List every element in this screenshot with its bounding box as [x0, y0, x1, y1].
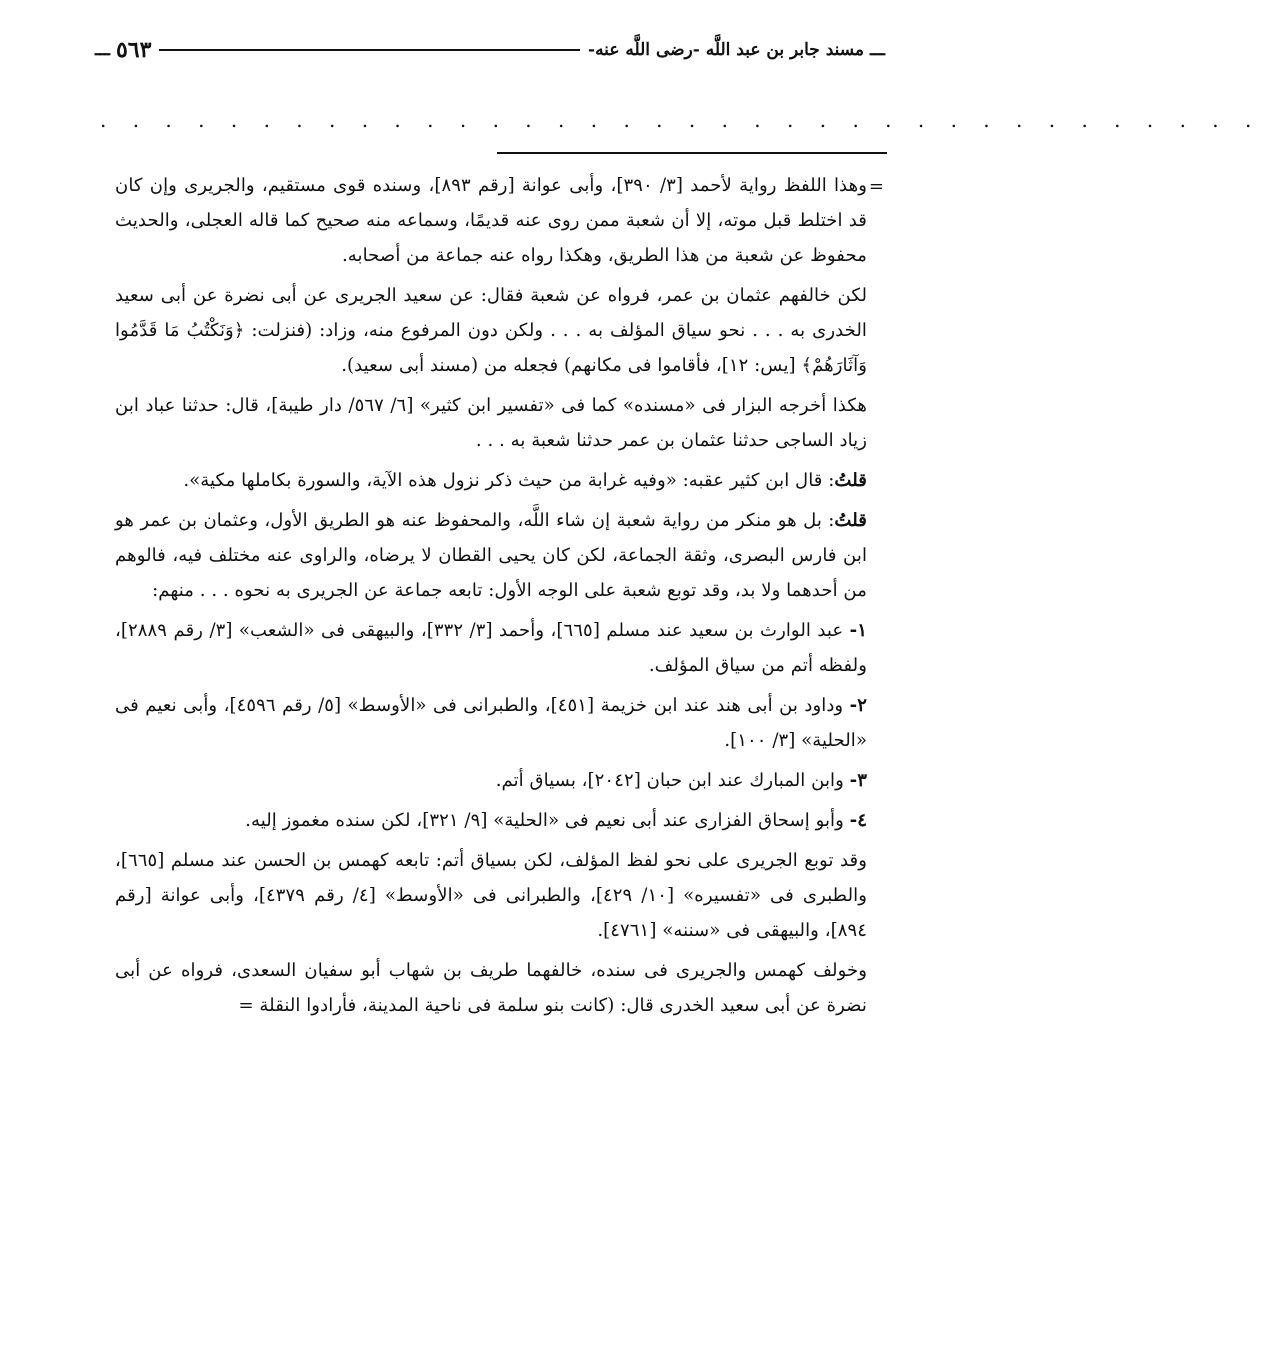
footnote-body — [115, 168, 867, 1028]
running-title: مسند جابر بن عبد اللَّه -رضى اللَّه عنه- — [588, 40, 865, 60]
page-header — [95, 30, 885, 70]
paragraph-3 — [115, 388, 867, 458]
paragraph-4 — [115, 463, 867, 498]
list-number: ٤- — [849, 810, 867, 831]
paragraph-text: وابن المبارك عند ابن حبان [٢٠٤٢]، بسياق أتم. — [495, 770, 850, 791]
list-item-2 — [115, 688, 867, 758]
paragraph-text: وهذا اللفظ رواية لأحمد [٣/ ٣٩٠]، وأبى عوانة [رقم ٨٩٣]، وسنده قوى مستقيم، والجريرى وإن كان قد اختلط قبل موته، إلا أن شعبة ممن روى عنه قديمًا، وسماعه منه صحيح كما قاله العجلى، والحديث محفوظ عن شعبة من هذا الطريق، وهكذا رواه عنه جماعة من أصحابه. — [115, 175, 867, 266]
page-number: ٥٦٣ — [115, 37, 152, 63]
footnote-rule — [497, 152, 887, 154]
paragraph-text: وداود بن أبى هند عند ابن خزيمة [٤٥١]، والطبرانى فى «الأوسط» [٥/ رقم ٤٥٩٦]، وأبى نعيم فى «الحلية» [٣/ ١٠٠]. — [115, 695, 867, 751]
list-number: ٢- — [849, 695, 867, 716]
list-number: ١- — [849, 620, 867, 641]
paragraph-lead: قلتُ — [834, 510, 867, 531]
paragraph-lead: قلتُ — [834, 470, 867, 491]
continuation-mark: = — [868, 176, 884, 197]
paragraph-text: وأبو إسحاق الفزارى عند أبى نعيم فى «الحلية» [٩/ ٣٢١]، لكن سنده مغموز إليه. — [245, 810, 850, 831]
continuation-mark-end: = — [238, 995, 254, 1016]
list-item-3 — [115, 763, 867, 798]
paragraph-7 — [115, 953, 867, 1023]
paragraph-text: : قال ابن كثير عقبه: «وفيه غرابة من حيث ذكر نزول هذه الآية، والسورة بكاملها مكية». — [183, 470, 835, 491]
header-dash-tail: ـــ — [95, 40, 110, 60]
list-item-4 — [115, 803, 867, 838]
paragraph-1 — [115, 168, 867, 273]
paragraph-text: لكن خالفهم عثمان بن عمر، فرواه عن شعبة فقال: عن سعيد الجريرى عن أبى نضرة عن أبى سعيد الخدرى به . . . نحو سياق المؤلف به . . . ولكن دون المرفوع منه، وزاد: (فنزلت: ﴿وَنَكْتُبُ مَا قَدَّمُوا وَآثَارَهُمْ﴾ [يس: ١٢]، فأقاموا فى مكانهم) فجعله من (مسند أبى سعيد). — [115, 285, 867, 376]
header-rule — [159, 49, 580, 51]
paragraph-text: وخولف كهمس والجريرى فى سنده، خالفهما طريف بن شهاب أبو سفيان السعدى، فرواه عن أبى نضرة عن أبى سعيد الخدرى قال: (كانت بنو سلمة فى ناحية المدينة، فأرادوا النقلة — [115, 960, 867, 1016]
paragraph-text: : بل هو منكر من رواية شعبة إن شاء اللَّه، والمحفوظ عنه هو الطريق الأول، وعثمان بن عمر هو ابن فارس البصرى، وثقة الجماعة، لكن كان يحيى القطان لا يرضاه، والراوى عنه مختلف فيه، فالوهم من أحدهما ولا بد، وقد توبع شعبة على الوجه الأول: تابعه جماعة عن الجريرى به نحوه . . . منهم: — [115, 510, 867, 601]
list-number: ٣- — [849, 770, 867, 791]
header-dash-lead: ـــ — [870, 40, 885, 60]
list-item-1 — [115, 613, 867, 683]
paragraph-2 — [115, 278, 867, 383]
paragraph-text: عبد الوارث بن سعيد عند مسلم [٦٦٥]، وأحمد [٣/ ٣٣٢]، والبيهقى فى «الشعب» [٣/ رقم ٢٨٨٩]، ولفظه أتم من سياق المؤلف. — [115, 620, 867, 676]
paragraph-text: وقد توبع الجريرى على نحو لفظ المؤلف، لكن بسياق أتم: تابعه كهمس بن الحسن عند مسلم [٦٦٥]، والطبرى فى «تفسيره» [١٠/ ٤٢٩]، والطبرانى فى «الأوسط» [٤/ رقم ٤٣٧٩]، وأبى عوانة [رقم ٨٩٤]، والبيهقى فى «سننه» [٤٧٦١]. — [115, 850, 867, 941]
paragraph-text: هكذا أخرجه البزار فى «مسنده» كما فى «تفسير ابن كثير» [٦/ ٥٦٧/ دار طيبة]، قال: حدثنا عباد ابن زياد الساجى حدثنا عثمان بن عمر حدثنا شعبة به . . . — [115, 395, 867, 451]
paragraph-5 — [115, 503, 867, 608]
paragraph-6 — [115, 843, 867, 948]
dotted-separator: . . . . . . . . . . . . . . . . . . . . . . . . . . . . . . . . . . . . — [100, 108, 1261, 132]
